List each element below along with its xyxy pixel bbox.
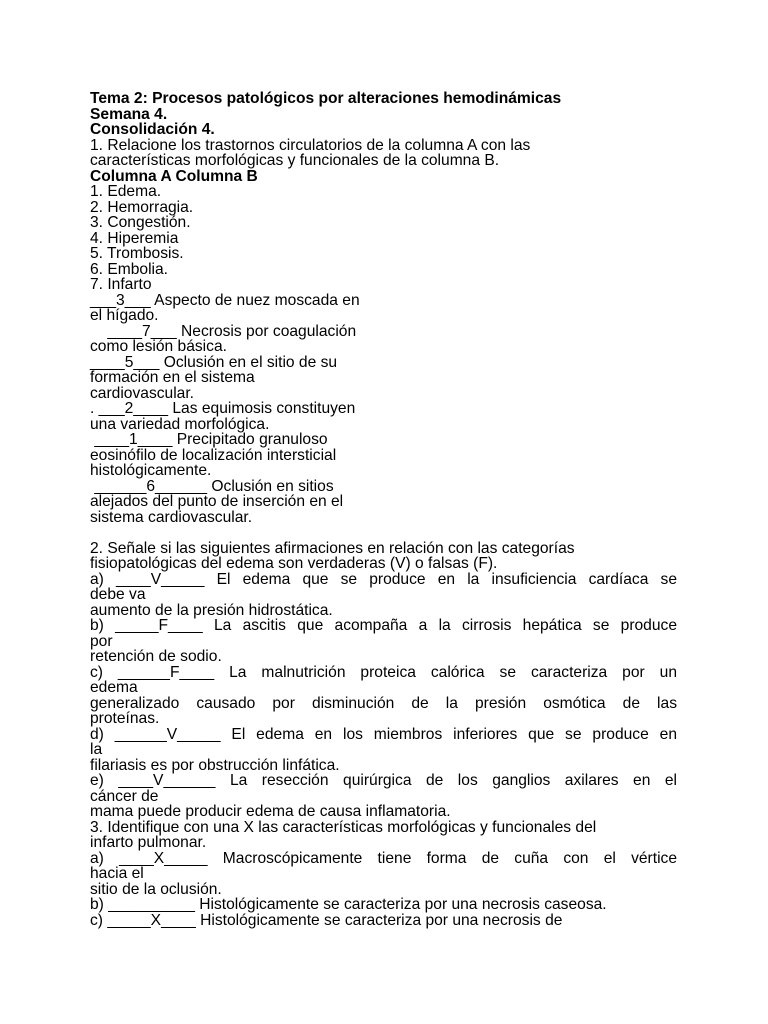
answer-line: como lesión básica.: [90, 338, 227, 355]
statement-rest: mama puede producir edema de causa inflamatoria.: [90, 803, 451, 820]
statement-rest: retención de sodio.: [90, 648, 222, 665]
answer-line: formación en el sistema: [90, 369, 255, 386]
statement-line: a) ____X_____ Macroscópicamente tiene forma de cuña con el vértice: [90, 849, 677, 867]
answer-line: ______6______ Oclusión en sitios: [90, 477, 334, 495]
answer-line: eosinófilo de localización intersticial: [90, 446, 337, 464]
statement-rest: proteínas.: [90, 710, 160, 727]
blank-line: [90, 525, 677, 541]
answer-line: sistema cardiovascular.: [90, 508, 253, 526]
statement-wrap: hacia el: [90, 865, 144, 882]
statement-wrap: por: [90, 632, 113, 650]
column-a-item: 4. Hiperemia: [90, 229, 179, 247]
column-a-item: 6. Embolia.: [90, 260, 169, 278]
column-a-item: 3. Congestión.: [90, 214, 191, 231]
answer-line: el hígado.: [90, 307, 159, 324]
statement-wrap: debe va: [90, 586, 146, 603]
question-2-item-b: [90, 618, 677, 665]
question-2-item-c: [90, 665, 677, 727]
answer-line: ___3___ Aspecto de nuez moscada en: [90, 291, 360, 309]
answer-line: cardiovascular.: [90, 384, 195, 402]
column-a-item: 1. Edema.: [90, 183, 162, 200]
answer-line: ____1____ Precipitado granuloso: [90, 431, 328, 448]
question-1-prompt: 1. Relacione los trastornos circulatorios de la columna A con las: [90, 136, 531, 154]
question-2-item-d: [90, 727, 677, 774]
answer-line: una variedad morfológica.: [90, 415, 270, 433]
answer-line: alejados del punto de inserción en el: [90, 493, 344, 510]
question-1-prompt-cont: características morfológicas y funcionales de la columna B.: [90, 152, 500, 169]
statement-rest: aumento de la presión hidrostática.: [90, 601, 333, 619]
statement-line: d) ______V_____ El edema en los miembros inferiores que se produce en: [90, 725, 677, 743]
column-a-list: [90, 184, 677, 293]
statement-line: e) ____V______ La resección quirúrgica de los ganglios axilares en el: [90, 772, 677, 789]
question-3-prompt: 3. Identifique con una X las características morfológicas y funcionales del: [90, 818, 597, 836]
column-b-answers: [90, 293, 677, 526]
column-a-item: 7. Infarto: [90, 276, 152, 293]
question-3-item-a: [90, 851, 677, 898]
statement-wrap: edema: [90, 679, 138, 696]
question-3-prompt-cont: infarto pulmonar.: [90, 834, 207, 851]
answer-line: . ___2____ Las equimosis constituyen: [90, 400, 356, 417]
statement-rest: filariasis es por obstrucción linfática.: [90, 756, 340, 774]
column-a-item: 5. Trombosis.: [90, 245, 184, 262]
consolidation-label: Consolidación 4.: [90, 121, 215, 138]
question-3-item-c: c) _____X____ Histológicamente se caracteriza por una necrosis de: [90, 911, 563, 929]
question-2-item-e: [90, 773, 677, 820]
question-2-prompt-cont: fisiopatológicas del edema son verdaderas (V) o falsas (F).: [90, 555, 498, 572]
answer-line: ____7___ Necrosis por coagulación: [90, 322, 357, 340]
document-page: [90, 91, 677, 928]
document-title: Tema 2: Procesos patológicos por alteraciones hemodinámicas: [90, 90, 562, 107]
column-a-item: 2. Hemorragia.: [90, 198, 194, 216]
statement-line: c) ______F____ La malnutrición proteica calórica se caracteriza por un: [90, 663, 677, 681]
question-3-item-b: b) __________ Histológicamente se caracteriza por una necrosis caseosa.: [90, 896, 607, 913]
statement-line: b) _____F____ La ascitis que acompaña a la cirrosis hepática se produce: [90, 617, 677, 634]
question-2-prompt: 2. Señale si las siguientes afirmaciones en relación con las categorías: [90, 539, 575, 557]
statement-rest: generalizado causado por disminución de la presión osmótica de las: [90, 694, 677, 712]
statement-line: a) ____V_____ El edema que se produce en la insuficiencia cardíaca se: [90, 570, 677, 588]
statement-wrap: la: [90, 741, 103, 758]
statement-rest: sitio de la oclusión.: [90, 880, 222, 898]
answer-line: histológicamente.: [90, 462, 212, 479]
question-2-item-a: [90, 572, 677, 619]
statement-wrap: cáncer de: [90, 787, 159, 805]
answer-line: ____5___ Oclusión en el sitio de su: [90, 353, 338, 371]
week-label: Semana 4.: [90, 105, 168, 123]
columns-heading: Columna A Columna B: [90, 167, 258, 185]
